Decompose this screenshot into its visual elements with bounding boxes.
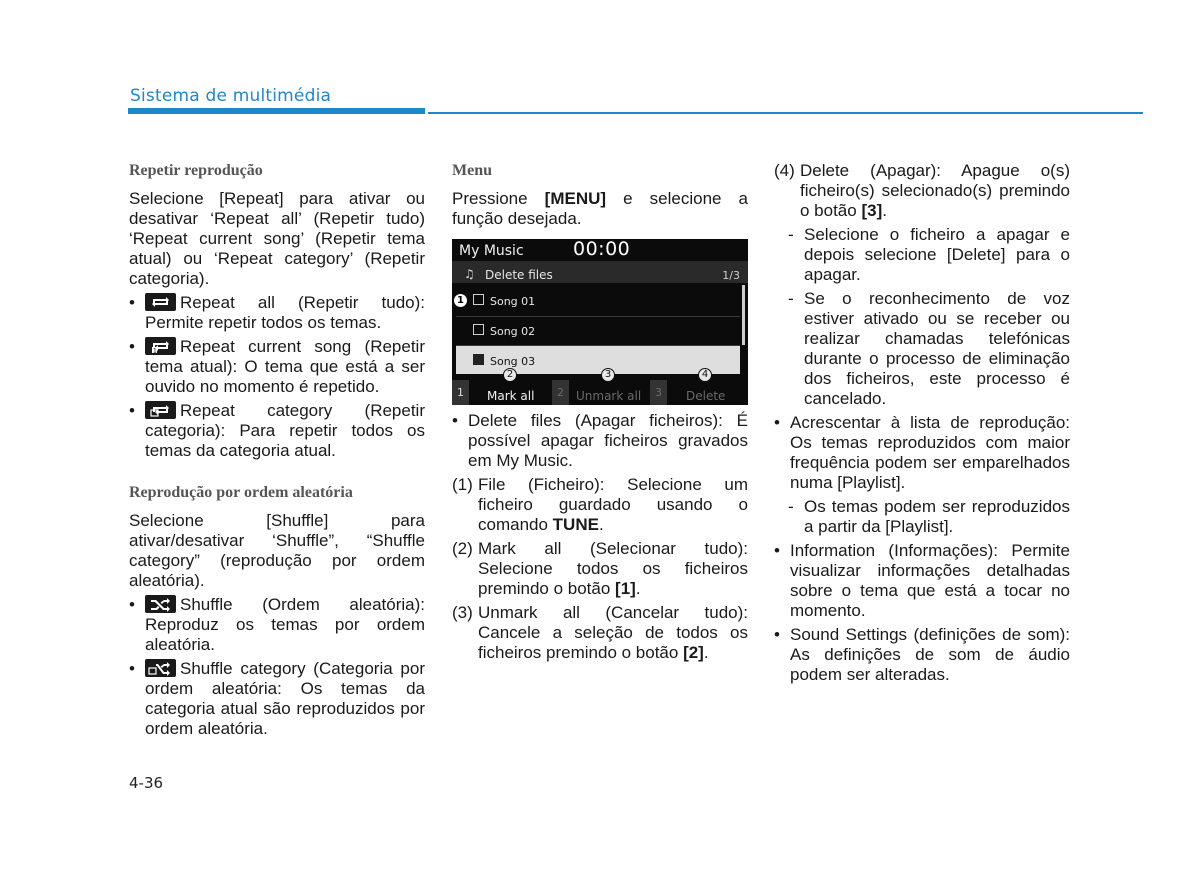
bullet-add-playlist: • Acrescentar à lista de reprodução: Os temas reproduzidos com maior frequência podem ser emparelhados numa [Playlist]. — [774, 413, 1070, 493]
column-middle — [452, 161, 748, 663]
repeat-all-text: Repeat all (Repetir tudo): Permite repetir todos os temas. — [145, 293, 425, 332]
bullet-shuffle — [129, 595, 425, 655]
shuffle-icon — [145, 595, 176, 613]
screen-button-bar — [452, 380, 748, 405]
mark-all-button[interactable]: 1 Mark all — [452, 380, 550, 405]
section-title-repeat: Repetir reprodução — [129, 162, 263, 179]
header-title: Sistema de multimédia — [130, 86, 332, 106]
header-rule-thin — [428, 112, 1143, 114]
bullet-repeat-current — [129, 337, 425, 397]
song-row-selected[interactable] — [456, 346, 740, 374]
music-note-icon: ♫ — [464, 267, 475, 281]
item-unmark-all: (3) Unmark all (Cancelar tudo): Cancele a seleção de todos os ficheiros premindo o botão [2]. — [452, 603, 748, 662]
checkbox-checked[interactable] — [473, 354, 484, 365]
section-title-shuffle: Reprodução por ordem aleatória — [129, 484, 353, 501]
svg-text:1: • 1 — [153, 347, 157, 355]
checkbox[interactable] — [473, 294, 484, 305]
my-music-screen — [452, 239, 748, 405]
page-number: 4-36 — [129, 774, 164, 792]
bullet-delete-files: • Delete files (Apagar ficheiros): É possível apagar ficheiros gravados em My Music. — [452, 411, 748, 471]
screen-page-indicator: 1/3 — [722, 269, 740, 282]
repeat-all-icon — [145, 293, 176, 311]
song-label: Song 01 — [490, 295, 536, 308]
screen-bar — [452, 261, 748, 283]
item-mark-all: (2) Mark all (Selecionar tudo): Selecione todos os ficheiros premindo o botão [1]. — [452, 539, 748, 598]
menu-key: [MENU] — [544, 189, 607, 208]
song-row[interactable] — [456, 316, 740, 344]
song-row[interactable] — [456, 286, 740, 314]
screen-title: My Music — [459, 243, 524, 259]
bullet-repeat-all — [129, 293, 425, 333]
repeat-category-text: Repeat category (Repetir categoria): Para repetir todos os temas da categoria atual. — [145, 401, 425, 460]
callout-marker-3: 3 — [601, 368, 615, 382]
checkbox[interactable] — [473, 324, 484, 335]
delete-button[interactable]: 3 Delete — [650, 380, 748, 405]
shuffle-category-icon — [145, 659, 176, 677]
shuffle-text: Shuffle (Ordem aleatória): Reproduz os temas por ordem aleatória. — [145, 595, 425, 654]
repeat-current-text: Repeat current song (Repetir tema atual): O tema que está a ser ouvido no momento é repetido. — [145, 337, 425, 396]
unmark-all-button[interactable]: 2 Unmark all — [552, 380, 648, 405]
header-rule-thick — [128, 108, 425, 114]
bullet-sound-settings: • Sound Settings (definições de som): As definições de som de áudio podem ser alteradas. — [774, 625, 1070, 685]
song-label: Song 03 — [490, 355, 536, 368]
repeat-current-icon — [145, 337, 176, 355]
screen-bar-label: Delete files — [485, 268, 553, 282]
sub-item-select-delete: - Selecione o ficheiro a apagar e depois selecione [Delete] para o apagar. — [788, 225, 1070, 284]
repeat-intro: Selecione [Repeat] para ativar ou desativar ‘Repeat all’ (Repetir tudo) ‘Repeat current song’ (Repetir tema atual) ou ‘Repeat category’ (Repetir categoria). — [129, 189, 425, 288]
menu-intro: Pressione [MENU] e selecione a função desejada. — [452, 189, 748, 228]
column-left — [129, 161, 425, 739]
scrollbar[interactable] — [742, 285, 745, 345]
column-right — [774, 161, 1070, 685]
bullet-shuffle-category — [129, 659, 425, 739]
screen-time: 00:00 — [573, 239, 631, 260]
bullet-repeat-category — [129, 401, 425, 461]
shuffle-category-text: Shuffle category (Categoria por ordem aleatória: Os temas da categoria atual são reproduzidos por ordem aleatória. — [145, 659, 425, 738]
shuffle-intro: Selecione [Shuffle] para ativar/desativar ‘Shuffle”, “Shuffle category” (reprodução por ordem aleatória). — [129, 511, 425, 590]
item-delete: (4) Delete (Apagar): Apague o(s) ficheiro(s) selecionado(s) premindo o botão [3]. — [774, 161, 1070, 220]
sub-item-playlist: - Os temas podem ser reproduzidos a partir da [Playlist]. — [788, 497, 1070, 536]
song-label: Song 02 — [490, 325, 536, 338]
repeat-category-icon — [145, 401, 176, 419]
bullet-information: • Information (Informações): Permite visualizar informações detalhadas sobre o tema que está a tocar no momento. — [774, 541, 1070, 621]
sub-item-voice-cancel: - Se o reconhecimento de voz estiver ativado ou se receber ou realizar chamadas telefónicas durante o processo de eliminação dos ficheiros, este processo é cancelado. — [788, 289, 1070, 408]
callout-marker-1: 1 — [454, 294, 467, 307]
section-title-menu: Menu — [452, 162, 492, 179]
item-file: (1) File (Ficheiro): Selecione um ficheiro guardado usando o comando TUNE. — [452, 475, 748, 534]
callout-marker-4: 4 — [698, 368, 712, 382]
callout-marker-2: 2 — [503, 368, 517, 382]
